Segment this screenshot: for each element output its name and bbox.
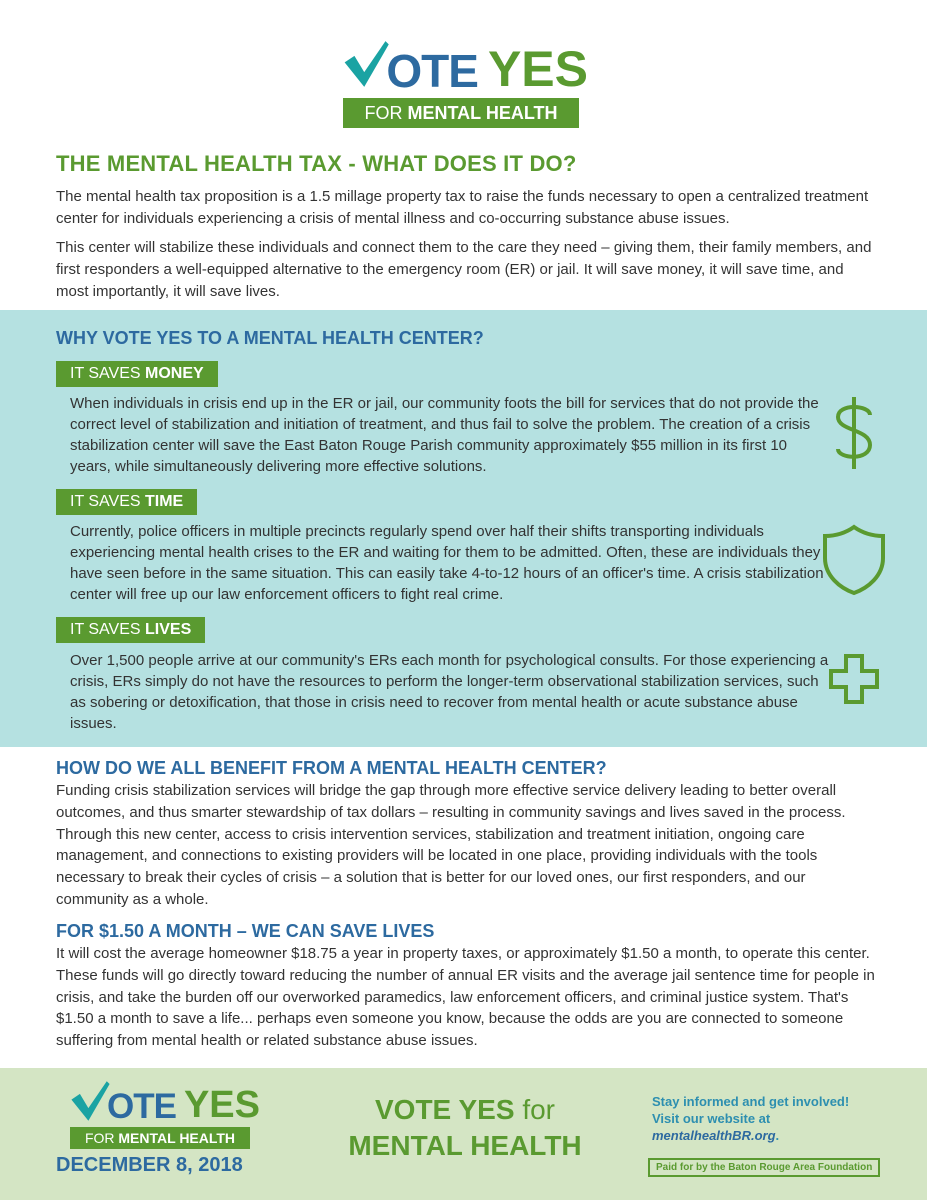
footer-logo bbox=[70, 1072, 260, 1149]
cost-heading: FOR $1.50 A MONTH – WE CAN SAVE LIVES bbox=[56, 921, 435, 941]
website-line bbox=[652, 1127, 902, 1144]
intro-paragraph-1: The mental health tax proposition is a 1.5 millage property tax to raise the funds necessary to open a centralized treatment center for individuals experiencing a crisis of mental illness and co-occurring substance abuse issues. bbox=[56, 188, 869, 227]
time-text: Currently, police officers in multiple precincts regularly spend over half their shifts transporting individuals experiencing mental health crises to the ER and waiting for them to be admitted. Often, these are individuals they have seen before in the same situation. This can easily take 4-to-12 hours of an officer's time. A crisis stabilization center will free up our law enforcement officers to fight real crime. bbox=[70, 523, 824, 603]
tag-word: MONEY bbox=[145, 365, 204, 382]
tag-word: TIME bbox=[145, 493, 184, 510]
medical-cross-icon bbox=[828, 653, 880, 705]
footer-logo-vote-text: OTE bbox=[107, 1087, 176, 1126]
lives-text: Over 1,500 people arrive at our community's ERs each month for psychological consults. For those experiencing a crisis, ERs simply do not have the resources to perform the longer-term observational stabilization services, such as sobering or detoxification, that those in crisis need to recover from mental health or acute substance abuse issues. bbox=[70, 652, 829, 732]
logo-band-main: MENTAL HEALTH bbox=[407, 103, 558, 123]
dollar-icon bbox=[830, 395, 878, 471]
footer-vote-yes-callout bbox=[340, 1092, 590, 1164]
website-suffix: . bbox=[775, 1128, 780, 1143]
cost-text: It will cost the average homeowner $18.75 a year in property taxes, or approximately $1.50 a month, to operate this center. These funds will go directly toward reducing the number of annual ER visits and the average jail sentence time for people in crisis, and take the burden off our overworked paramedics, law enforcement officers, and criminal justice system. That's $1.50 a month to save a life... perhaps even someone you know, because the odds are you are connected to someone suffering from mental health or related substance abuse issues. bbox=[56, 945, 875, 1050]
intro-heading: THE MENTAL HEALTH TAX - WHAT DOES IT DO? bbox=[56, 151, 577, 176]
footer-logo-yes-text: YES bbox=[183, 1084, 260, 1126]
paid-for-notice: Paid for by the Baton Rouge Area Foundation bbox=[648, 1158, 880, 1177]
tag-word: LIVES bbox=[145, 621, 192, 638]
header-logo bbox=[343, 24, 588, 128]
money-text: When individuals in crisis end up in the ER or jail, our community foots the bill for services that do not provide the correct level of stabilization and initiation of treatment, and thus fail to solve the problem. The creation of a crisis stabilization center will save the East Baton Rouge Parish community approximately $55 million in its first 10 years, while simultaneously delivering more effective solutions. bbox=[70, 395, 819, 475]
stay-informed-block bbox=[652, 1093, 902, 1144]
election-date: DECEMBER 8, 2018 bbox=[56, 1154, 243, 1176]
vote-yes-wordmark bbox=[343, 24, 588, 97]
tag-saves-lives bbox=[56, 617, 205, 643]
tag-prefix: IT SAVES bbox=[70, 621, 141, 638]
footer-logo-band bbox=[70, 1127, 250, 1149]
callout-line-1 bbox=[340, 1092, 590, 1128]
benefit-text: Funding crisis stabilization services will bridge the gap through more effective service delivery leading to better overall outcomes, and thus smarter stewardship of tax dollars – resulting in community savings and lives saved in the process. Through this new center, access to crisis intervention services, stabilization and treatment initiation, ongoing care management, and connections to existing providers will be located in one place, providing individuals with the tools necessary to break their cycles of crisis – a solution that is better for our loved ones, our first responders, and our community as a whole. bbox=[56, 782, 846, 908]
benefit-heading: HOW DO WE ALL BENEFIT FROM A MENTAL HEALTH CENTER? bbox=[56, 758, 607, 778]
checkmark-v-icon bbox=[343, 34, 390, 94]
tag-prefix: IT SAVES bbox=[70, 493, 141, 510]
checkmark-v-icon bbox=[70, 1078, 111, 1124]
logo-vote-text: OTE bbox=[386, 45, 478, 97]
callout-for: for bbox=[522, 1094, 555, 1125]
shield-icon bbox=[822, 524, 886, 596]
footer-vote-yes-wordmark bbox=[70, 1072, 260, 1124]
logo-band-prefix: FOR bbox=[364, 103, 403, 123]
callout-vote-yes: VOTE YES bbox=[374, 1094, 515, 1125]
footer-logo-band-prefix: FOR bbox=[84, 1130, 115, 1146]
tag-saves-money bbox=[56, 361, 218, 387]
intro-paragraph-2: This center will stabilize these individuals and connect them to the care they need – giving them, their family members, and first responders a well-equipped alternative to the emergency room (ER) or jail. It will save money, it will save time, and most importantly, it will save lives. bbox=[56, 239, 872, 300]
logo-yes-text: YES bbox=[487, 41, 588, 97]
callout-line-2: MENTAL HEALTH bbox=[348, 1130, 582, 1161]
logo-band bbox=[343, 98, 579, 128]
tag-saves-time bbox=[56, 489, 197, 515]
footer-logo-band-main: MENTAL HEALTH bbox=[118, 1130, 236, 1146]
website-link[interactable]: mentalhealthBR.org bbox=[652, 1128, 776, 1143]
stay-line-1: Stay informed and get involved! bbox=[652, 1094, 850, 1109]
why-heading: WHY VOTE YES TO A MENTAL HEALTH CENTER? bbox=[56, 328, 484, 348]
tag-prefix: IT SAVES bbox=[70, 365, 141, 382]
stay-line-2: Visit our website at bbox=[652, 1111, 771, 1126]
